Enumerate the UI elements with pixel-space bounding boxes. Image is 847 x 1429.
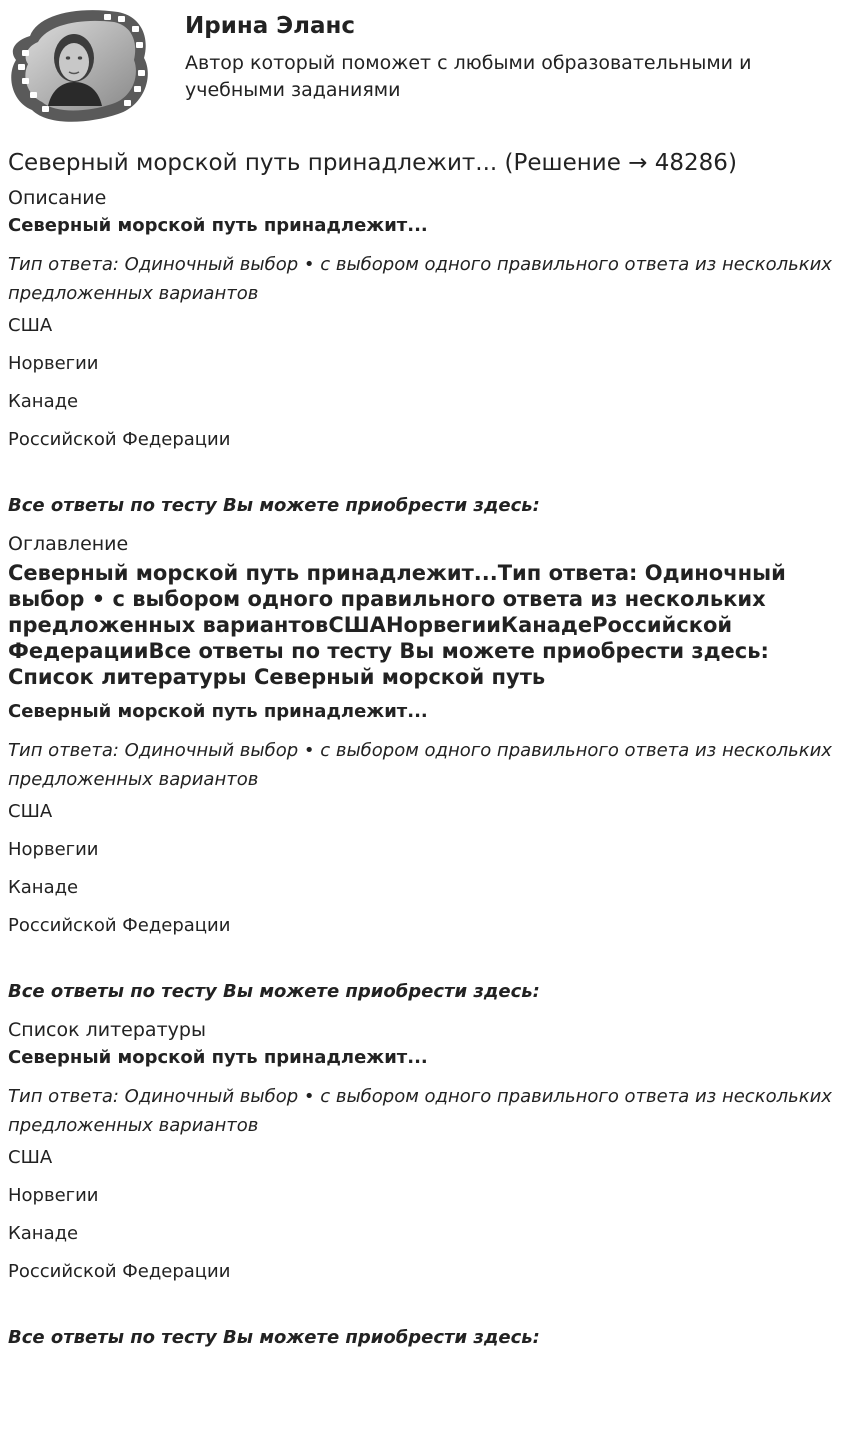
answer-option: США [8,801,53,822]
question-text: Северный морской путь принадлежит... [8,701,428,722]
answer-type-text: Тип ответа: Одиночный выбор • с выбором одного правильного ответа из нескольких предложенных вариантов [8,1086,832,1136]
description-label: Описание [8,187,107,209]
buy-answers-note: Все ответы по тесту Вы можете приобрести здесь: [8,495,540,516]
answer-type-text: Тип ответа: Одиночный выбор • с выбором одного правильного ответа из нескольких предложенных вариантов [8,254,832,304]
references-label: Список литературы [8,1019,206,1041]
toc-section [8,532,838,1004]
author-photo-film-frame-icon [8,6,150,126]
answer-options-list [8,314,838,452]
buy-answers-note: Все ответы по тесту Вы можете приобрести здесь: [8,981,540,1002]
answer-option: Норвегии [8,839,99,860]
answer-options-list [8,800,838,938]
answer-options-list [8,1146,838,1284]
question-text: Северный морской путь принадлежит... [8,215,428,236]
author-header [0,0,847,130]
answer-option: Канаде [8,391,79,412]
document-content [8,146,838,1364]
references-section [8,1018,838,1350]
answer-option: США [8,1147,53,1168]
author-name: Ирина Эланс [185,13,356,39]
toc-summary: Северный морской путь принадлежит...Тип ответа: Одиночный выбор • с выбором одного правильного ответа из нескольких предложенных вариантовСШАНорвегииКанадеРоссийской ФедерацииВсе ответы по тесту Вы можете приобрести здесь: Список литературы Северный морской путь [8,561,786,689]
answer-option: США [8,315,53,336]
answer-option: Норвегии [8,1185,99,1206]
description-section [8,186,838,518]
answer-option: Российской Федерации [8,1261,231,1282]
buy-answers-note: Все ответы по тесту Вы можете приобрести здесь: [8,1327,540,1348]
author-bio: Автор который поможет с любыми образовательными и учебными заданиями [185,52,752,101]
question-text: Северный морской путь принадлежит... [8,1047,428,1068]
answer-option: Норвегии [8,353,99,374]
page-title: Северный морской путь принадлежит... (Решение → 48286) [8,150,737,176]
answer-option: Российской Федерации [8,915,231,936]
answer-type-text: Тип ответа: Одиночный выбор • с выбором одного правильного ответа из нескольких предложенных вариантов [8,740,832,790]
answer-option: Канаде [8,1223,79,1244]
toc-label: Оглавление [8,533,129,555]
answer-option: Канаде [8,877,79,898]
answer-option: Российской Федерации [8,429,231,450]
